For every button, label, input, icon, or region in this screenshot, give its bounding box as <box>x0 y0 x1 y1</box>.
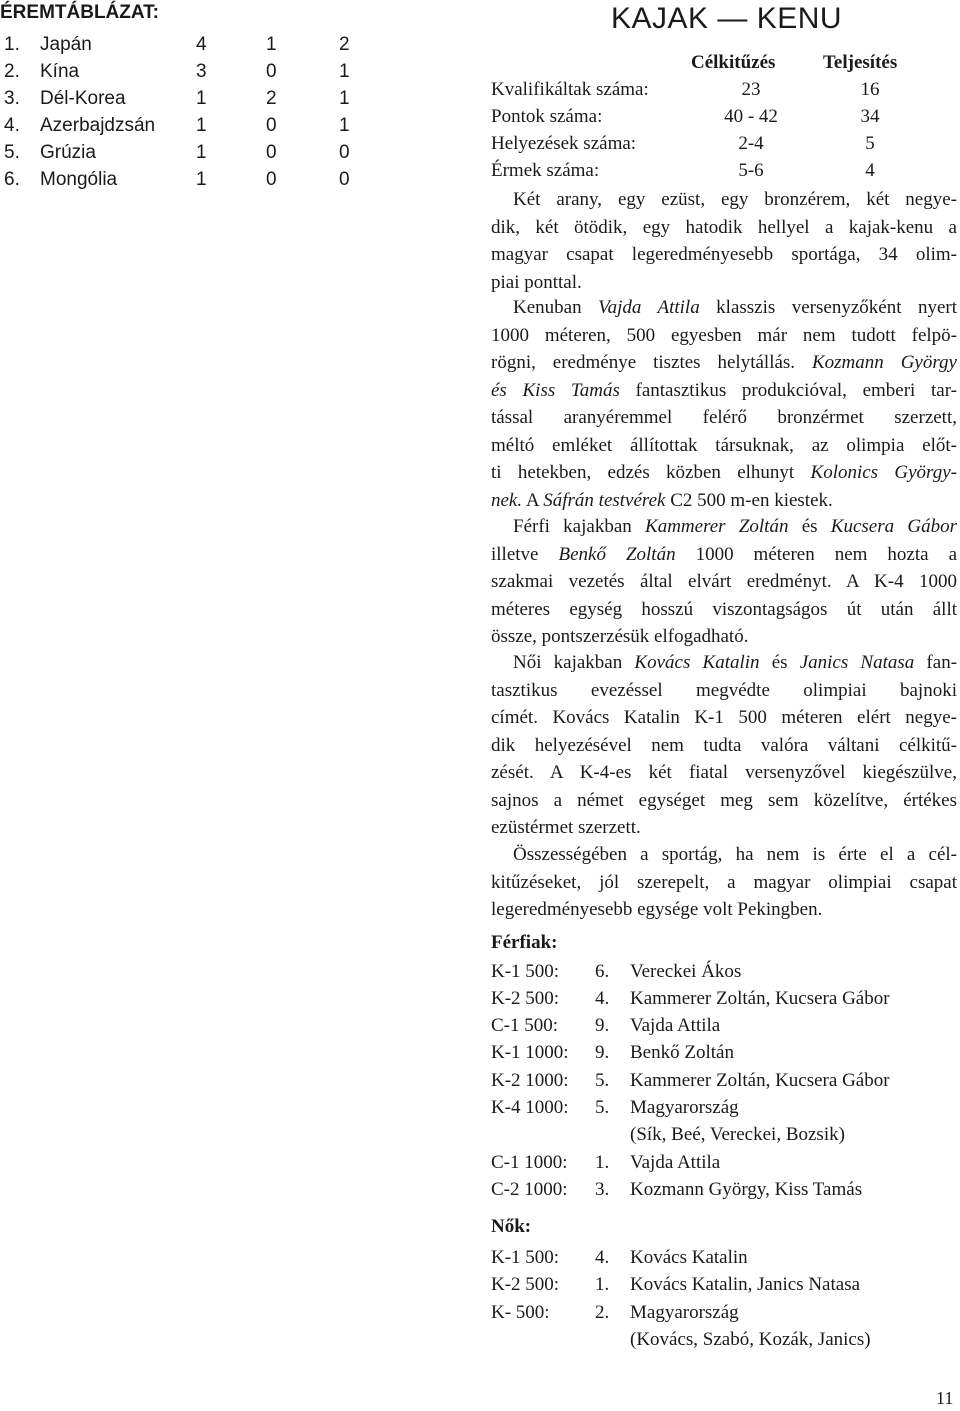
result-row <box>491 1302 951 1329</box>
medal-country: Japán <box>40 34 92 55</box>
text-line: dik, két ötödik, egy hatodik hellyel a kajak-kenu a <box>491 216 957 238</box>
medal-row <box>0 88 360 114</box>
stats-header-target: Célkitűzés <box>691 52 776 73</box>
result-name: Kovács Katalin <box>630 1247 748 1268</box>
text-line: 1000 méteren, 500 egyesben már nem tudott felpö- <box>491 324 957 346</box>
result-name: Vereckei Ákos <box>630 961 742 982</box>
medal-rank: 5. <box>4 142 20 163</box>
stat-label: Kvalifikáltak száma: <box>491 79 649 100</box>
text-line: össze, pontszerzésük elfogadható. <box>491 626 749 647</box>
result-event: K-1 500: <box>491 961 560 982</box>
text-line: piai ponttal. <box>491 271 582 293</box>
stats-row <box>491 79 951 106</box>
medal-row <box>0 115 360 141</box>
gold-count: 1 <box>196 169 207 190</box>
result-name: Kammerer Zoltán, Kucsera Gábor <box>630 988 890 1009</box>
men-results-heading: Férfiak: <box>491 932 558 953</box>
gold-count: 4 <box>196 34 207 55</box>
stats-row <box>491 133 951 160</box>
text-line: és Kiss Tamás fantasztikus produkcióval, emberi tar- <box>491 379 957 401</box>
text-line: Férfi kajakban Kammerer Zoltán és Kucsera Gábor <box>513 516 957 537</box>
paragraph-women-kayak <box>491 649 957 842</box>
result-place: 5. <box>595 1097 610 1118</box>
stat-actual: 4 <box>865 160 875 181</box>
paragraph-summary <box>491 186 957 296</box>
medal-rank: 3. <box>4 88 20 109</box>
result-row <box>491 988 951 1015</box>
text-line: ti hetekben, edzés közben elhunyt Kolonics György- <box>491 462 957 483</box>
medal-row <box>0 142 360 168</box>
article-title: KAJAK — KENU <box>611 2 843 35</box>
result-row <box>491 1179 951 1206</box>
gold-count: 1 <box>196 88 207 109</box>
text-line: méteres egység hosszú viszontagságos út után állt <box>491 598 957 620</box>
text-line: Két arany, egy ezüst, egy bronzérem, két negye- <box>513 189 957 210</box>
result-row <box>491 1042 951 1069</box>
bronze-count: 1 <box>339 61 350 82</box>
medal-table-title: ÉREMTÁBLÁZAT: <box>0 2 160 23</box>
stat-target: 5-6 <box>738 160 764 181</box>
result-place: 1. <box>595 1274 610 1295</box>
stat-actual: 16 <box>860 79 880 100</box>
result-event: C-2 1000: <box>491 1179 568 1200</box>
text-line: legeredményesebb egysége volt Pekingben. <box>491 899 823 920</box>
text-line: ezüstérmet szerzett. <box>491 817 641 838</box>
result-place: 4. <box>595 988 610 1009</box>
text-line: illetve Benkő Zoltán 1000 méteren nem hozta a <box>491 543 957 565</box>
medal-country: Grúzia <box>40 142 96 163</box>
gold-count: 1 <box>196 115 207 136</box>
result-name: (Kovács, Szabó, Kozák, Janics) <box>630 1329 871 1350</box>
result-place: 5. <box>595 1070 610 1091</box>
medal-country: Azerbajdzsán <box>40 115 156 136</box>
result-place: 9. <box>595 1042 610 1063</box>
result-row <box>491 1124 951 1151</box>
medal-rank: 2. <box>4 61 20 82</box>
stat-target: 23 <box>741 79 761 100</box>
result-event: K-2 500: <box>491 988 560 1009</box>
stat-actual: 34 <box>860 106 880 127</box>
paragraph-conclusion <box>491 841 957 924</box>
result-name: Kovács Katalin, Janics Natasa <box>630 1274 861 1295</box>
text-line: tasztikus evezéssel megvédte olimpiai bajnoki <box>491 679 957 701</box>
text-line: Kenuban Vajda Attila klasszis versenyzőként nyert <box>513 297 957 318</box>
medal-rank: 4. <box>4 115 20 136</box>
silver-count: 0 <box>266 169 277 190</box>
silver-count: 0 <box>266 142 277 163</box>
result-place: 1. <box>595 1152 610 1173</box>
text-line: kitűzéseket, jól szerepelt, a magyar olimpiai csapat <box>491 871 957 893</box>
stat-target: 2-4 <box>738 133 764 154</box>
medal-row <box>0 61 360 87</box>
medal-row <box>0 169 360 195</box>
text-line: magyar csapat legeredményesebb sportága, 34 olim- <box>491 244 957 265</box>
medal-country: Kína <box>40 61 80 82</box>
text-line: Női kajakban Kovács Katalin és Janics Natasa fan- <box>513 652 958 673</box>
result-name: Magyarország <box>630 1097 739 1118</box>
text-line: nek. A Sáfrán testvérek C2 500 m-en kiestek. <box>491 489 833 511</box>
result-row <box>491 1070 951 1097</box>
gold-count: 1 <box>196 142 207 163</box>
result-name: Magyarország <box>630 1302 739 1323</box>
result-name: Benkő Zoltán <box>630 1042 734 1063</box>
result-row <box>491 1274 951 1301</box>
result-name: (Sík, Beé, Vereckei, Bozsik) <box>630 1124 845 1145</box>
stat-label: Pontok száma: <box>491 106 603 127</box>
result-row <box>491 1015 951 1042</box>
stat-target: 40 - 42 <box>724 106 778 127</box>
women-results-heading: Nők: <box>491 1216 532 1237</box>
bronze-count: 0 <box>339 142 350 163</box>
stat-actual: 5 <box>865 133 875 154</box>
silver-count: 2 <box>266 88 277 109</box>
medal-row <box>0 34 360 60</box>
result-event: K-1 500: <box>491 1247 560 1268</box>
result-place: 9. <box>595 1015 610 1036</box>
result-name: Kozmann György, Kiss Tamás <box>630 1179 863 1200</box>
medal-rank: 6. <box>4 169 20 190</box>
stats-row <box>491 160 951 187</box>
result-place: 3. <box>595 1179 610 1200</box>
result-event: K-4 1000: <box>491 1097 569 1118</box>
text-line: méltó emléket állítottak társuknak, az olimpia előt- <box>491 434 957 456</box>
text-line: rögni, eredménye tisztes helytállás. Kozmann György <box>491 352 957 373</box>
stats-row <box>491 106 951 133</box>
stats-header-actual: Teljesítés <box>823 52 898 73</box>
bronze-count: 1 <box>339 115 350 136</box>
silver-count: 0 <box>266 115 277 136</box>
result-place: 4. <box>595 1247 610 1268</box>
result-event: C-1 500: <box>491 1015 559 1036</box>
result-event: C-1 1000: <box>491 1152 568 1173</box>
result-row <box>491 1152 951 1179</box>
result-row <box>491 1097 951 1124</box>
medal-country: Mongólia <box>40 169 118 190</box>
text-line: sajnos a német egységet meg sem közelítve, értékes <box>491 789 957 811</box>
page-number: 11 <box>936 1388 954 1408</box>
result-name: Kammerer Zoltán, Kucsera Gábor <box>630 1070 890 1091</box>
bronze-count: 0 <box>339 169 350 190</box>
medal-country: Dél-Korea <box>40 88 126 109</box>
result-event: K- 500: <box>491 1302 550 1323</box>
result-row <box>491 1329 951 1356</box>
result-name: Vajda Attila <box>630 1152 721 1173</box>
medal-rank: 1. <box>4 34 20 55</box>
stat-label: Érmek száma: <box>491 160 600 181</box>
paragraph-canoe <box>491 294 957 514</box>
text-line: dik helyezésével nem tudta valóra váltani célkitű- <box>491 734 957 756</box>
bronze-count: 2 <box>339 34 350 55</box>
text-line: Összességében a sportág, ha nem is érte el a cél- <box>513 844 957 865</box>
result-row <box>491 1247 951 1274</box>
silver-count: 1 <box>266 34 277 55</box>
paragraph-men-kayak <box>491 513 957 651</box>
gold-count: 3 <box>196 61 207 82</box>
text-line: zését. A K-4-es két fiatal versenyzővel kiegészülve, <box>491 762 957 783</box>
text-line: tással aranyéremmel felérő bronzérmet szerzett, <box>491 407 957 428</box>
result-event: K-1 1000: <box>491 1042 569 1063</box>
result-row <box>491 961 951 988</box>
text-line: szakmai vezetés által elvárt eredményt. A K-4 1000 <box>491 571 957 592</box>
result-place: 6. <box>595 961 610 982</box>
result-place: 2. <box>595 1302 610 1323</box>
text-line: címét. Kovács Katalin K-1 500 méteren elért negye- <box>491 707 957 728</box>
stat-label: Helyezések száma: <box>491 133 637 154</box>
silver-count: 0 <box>266 61 277 82</box>
result-event: K-2 1000: <box>491 1070 569 1091</box>
result-name: Vajda Attila <box>630 1015 721 1036</box>
bronze-count: 1 <box>339 88 350 109</box>
result-event: K-2 500: <box>491 1274 560 1295</box>
